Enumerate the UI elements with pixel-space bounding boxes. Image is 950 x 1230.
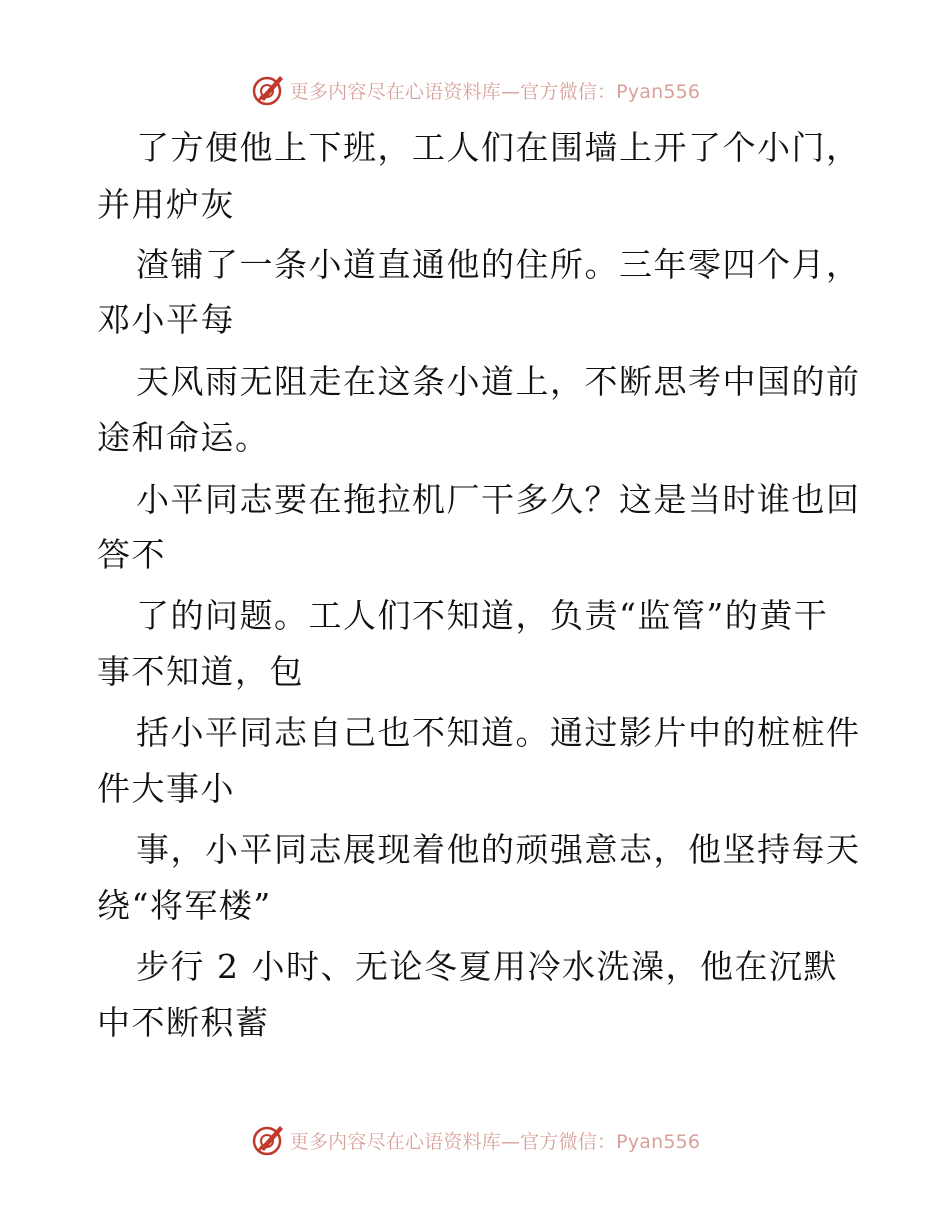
watermark-text: 更多内容尽在心语资料库—官方微信：Pyan556 xyxy=(289,1130,701,1153)
watermark-text: 更多内容尽在心语资料库—官方微信：Pyan556 xyxy=(289,80,701,103)
body-line: 件大事小 xyxy=(97,769,235,808)
body-line: 途和命运。 xyxy=(97,418,270,457)
body-line: 步行 2 小时、无论冬夏用冷水洗澡，他在沉默 xyxy=(136,947,838,986)
body-line: 绕“将军楼” xyxy=(97,886,272,925)
body-line: 天风雨无阻走在这条小道上，不断思考中国的前 xyxy=(136,362,861,401)
quill-seal-icon xyxy=(250,72,286,108)
body-line: 括小平同志自己也不知道。通过影片中的桩桩件 xyxy=(136,713,861,752)
body-line: 事不知道，包 xyxy=(97,652,304,691)
body-line: 渣铺了一条小道直通他的住所。三年零四个月， xyxy=(136,245,861,284)
header-watermark xyxy=(0,70,950,110)
body-line: 了的问题。工人们不知道，负责“监管”的黄干 xyxy=(136,596,829,635)
body-line: 邓小平每 xyxy=(97,300,235,339)
quill-seal-icon xyxy=(250,1122,286,1158)
body-line: 答不 xyxy=(97,535,166,574)
body-line: 了方便他上下班，工人们在围墙上开了个小门， xyxy=(136,128,861,167)
body-line: 小平同志要在拖拉机厂干多久？这是当时谁也回 xyxy=(136,480,861,519)
body-line: 中不断积蓄 xyxy=(97,1003,270,1042)
body-line: 并用炉灰 xyxy=(97,185,235,224)
footer-watermark xyxy=(0,1120,950,1160)
body-line: 事，小平同志展现着他的顽强意志，他坚持每天 xyxy=(136,830,861,869)
